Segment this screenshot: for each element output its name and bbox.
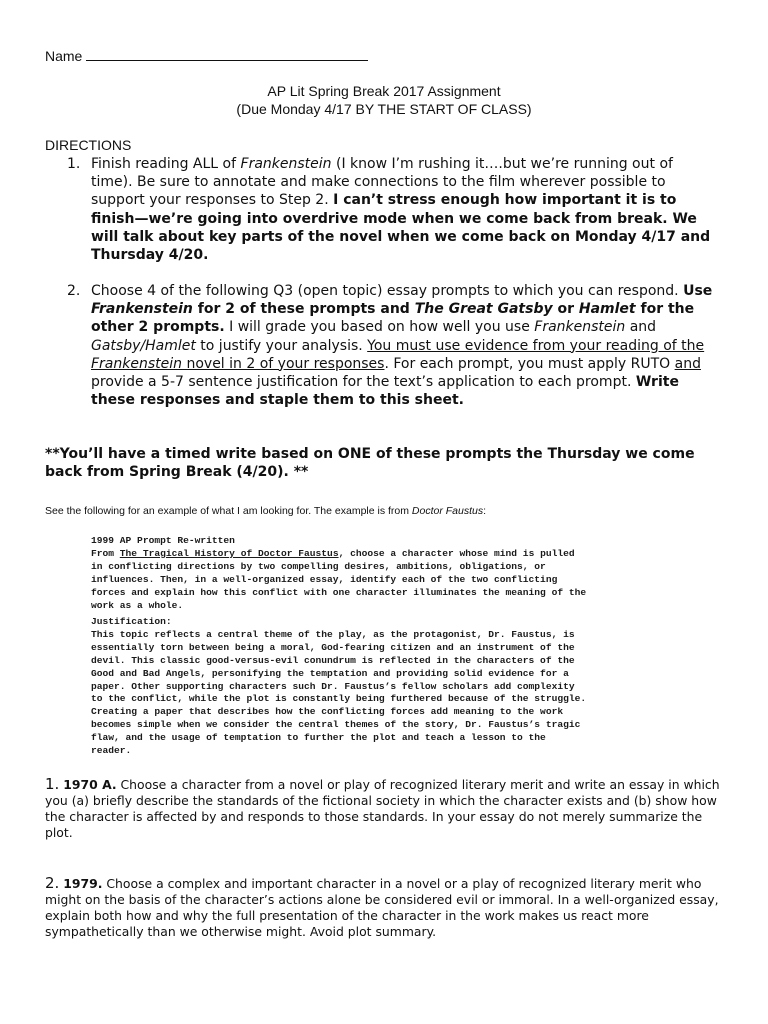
directions-heading: DIRECTIONS xyxy=(45,137,132,153)
prompt-2-text: Choose a complex and important character in a novel or a play of recognized literary merit who might on the basis of the character’s actions alone be considered evil or immoral. In a well-organized essay, explain both how and why the full presentation of the character in the work makes us react more sympathetically than we otherwise might. Avoid plot summary. xyxy=(45,876,719,939)
step-1-number: 1. xyxy=(67,156,81,172)
name-label: Name xyxy=(45,48,83,64)
prompt-2-year: 1979. xyxy=(63,876,103,891)
prompt-2-number: 2. xyxy=(45,874,60,892)
example-justification xyxy=(91,616,591,758)
step-1-text: Finish reading ALL of Frankenstein (I know I’m rushing it….but we’re running out of time). Be sure to annotate and make connections to the film wherever possible to support your responses to Step 2. I can’t stress enough how important it is to finish—we’re going into overdrive mode when we come back from break. We will talk about key parts of the novel when we come back on Monday 4/17 and Thursday 4/20. xyxy=(91,156,711,264)
assignment-title: AP Lit Spring Break 2017 Assignment xyxy=(267,83,501,99)
example-intro: See the following for an example of what I am looking for. The example is from Doctor Faustus: xyxy=(45,505,487,517)
justification-text: This topic reflects a central theme of the play, as the protagonist, Dr. Faustus, is essentially torn between being a moral, God-fearing citizen and an instrument of the devil. This classic good-versus-evil conundrum is reflected in the characters of the Good and Bad Angels, personifying the temptation and providing solid evidence for a paper. Other supporting characters such Dr. Faustus’s fellow scholars add complexity to the conflict, while the plot is constantly being furthered because of the struggle. Creating a paper that describes how the conflicting forces add meaning to the work becomes simple when we consider the central themes of the story, Dr. Faustus’s tragic flaw, and the usage of temptation to further the plot and teach a lesson to the reader. xyxy=(91,628,587,757)
step-2-text: Choose 4 of the following Q3 (open topic) essay prompts to which you can respond. Use Frankenstein for 2 of these prompts and The Great Gatsby or Hamlet for the other 2 prompts. I will grade you based on how well you use Frankenstein and Gatsby/Hamlet to justify your analysis. You must use evidence from your reading of the Frankenstein novel in 2 of your responses. For each prompt, you must apply RUTO and provide a 5-7 sentence justification for the text’s application to each prompt. Write these responses and staple them to this sheet. xyxy=(91,283,713,409)
timed-write-note: **You’ll have a timed write based on ONE of these prompts the Thursday we come back from Spring Break (4/20). ** xyxy=(45,446,695,481)
name-blank-line xyxy=(86,46,368,61)
justification-heading: Justification: xyxy=(91,616,172,627)
prompt-1 xyxy=(45,776,720,841)
step-2-number: 2. xyxy=(67,283,81,299)
name-field xyxy=(45,46,368,64)
prompt-2 xyxy=(45,875,720,940)
example-section xyxy=(45,505,605,757)
prompt-1-number: 1. xyxy=(45,775,60,793)
prompt-1-year: 1970 A. xyxy=(63,777,117,792)
example-prompt xyxy=(91,535,591,612)
prompt-1-text: Choose a character from a novel or play of recognized literary merit and write an essay in which you (a) briefly describe the standards of the fictional society in which the character exists and (b) show how the character is affected by and responds to those standards. In your essay do not merely summarize the plot. xyxy=(45,777,720,840)
due-date-line: (Due Monday 4/17 BY THE START OF CLASS) xyxy=(236,101,532,117)
example-prompt-text: From The Tragical History of Doctor Faustus, choose a character whose mind is pulled in conflicting directions by two compelling desires, ambitions, obligations, or influences. Then, in a well-organized essay, identify each of the two conflicting forces and explain how this conflict with one character illuminates the meaning of the work as a whole. xyxy=(91,547,587,611)
example-prompt-heading: 1999 AP Prompt Re-written xyxy=(91,535,235,546)
